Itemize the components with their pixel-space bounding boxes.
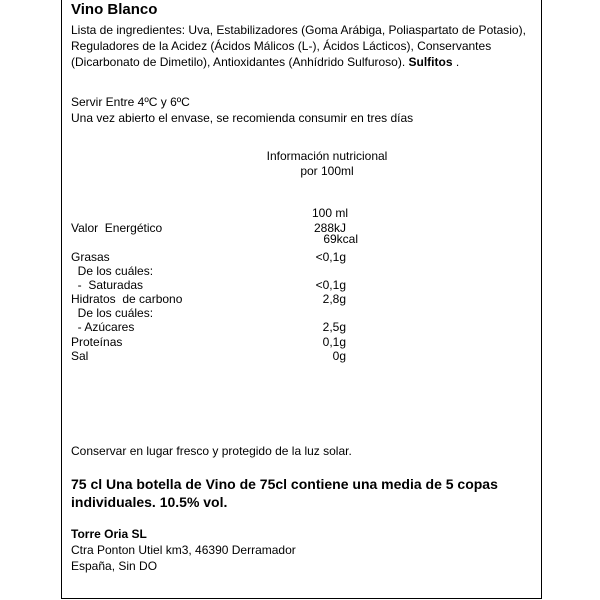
nutrition-row-value: 0g: [332, 349, 346, 363]
nutrition-row-value: <0,1g: [315, 250, 346, 264]
serving-temperature: Servir Entre 4ºC y 6ºC: [71, 95, 190, 109]
producer-address: Ctra Ponton Utiel km3, 46390 Derramador: [71, 543, 296, 557]
nutrition-row-label: Sal: [71, 349, 89, 363]
nutrition-row-label: Valor Energético: [71, 221, 163, 235]
nutrition-row-value: 2,5g: [322, 320, 346, 334]
nutrition-heading-line1: Información nutricional: [266, 149, 388, 163]
nutrition-row-label: Proteínas: [71, 335, 123, 349]
after-opening-note: Una vez abierto el envase, se recomienda consumir en tres días: [71, 111, 414, 125]
nutrition-per-header: 100 ml: [311, 206, 348, 220]
producer-name: Torre Oria SL: [71, 527, 147, 541]
nutrition-row-label: - Saturadas: [71, 278, 144, 292]
nutrition-row-label: De los cuáles:: [71, 306, 154, 320]
nutrition-row-label: De los cuáles:: [71, 264, 154, 278]
ingredients-list: [71, 22, 531, 70]
nutrition-row-label: - Azúcares: [71, 320, 135, 334]
nutrition-row-value: 69kcal: [323, 232, 358, 246]
producer-country: España, Sin DO: [71, 559, 158, 573]
volume-info: 75 cl Una botella de Vino de 75cl contiene una media de 5 copas individuales. 10.5% vol.: [71, 476, 498, 510]
ingredients-text: Lista de ingredientes: Uva, Estabilizadores (Goma Arábiga, Poliaspartato de Potasio), Reguladores de la Acidez (Ácidos Málicos (L-), Ácidos Lácticos), Conservantes (Dicarbonato de Dimetilo), Antioxidantes (Anhídrido Sulfuroso).: [71, 23, 526, 69]
nutrition-row-label: Grasas: [71, 250, 110, 264]
nutrition-row-value: 0,1g: [322, 335, 346, 349]
nutrition-row-value: <0,1g: [315, 278, 346, 292]
nutrition-row-value: 288kJ: [313, 221, 346, 235]
nutrition-row-label: Hidratos de carbono: [71, 292, 183, 306]
product-title: Vino Blanco: [71, 1, 158, 18]
ingredients-suffix: .: [452, 55, 460, 69]
nutrition-heading-line2: por 100ml: [300, 164, 354, 178]
allergen-sulfitos: Sulfitos: [408, 55, 453, 69]
storage-note: Conservar en lugar fresco y protegido de la luz solar.: [71, 444, 352, 458]
nutrition-row-value: 2,8g: [322, 292, 346, 306]
